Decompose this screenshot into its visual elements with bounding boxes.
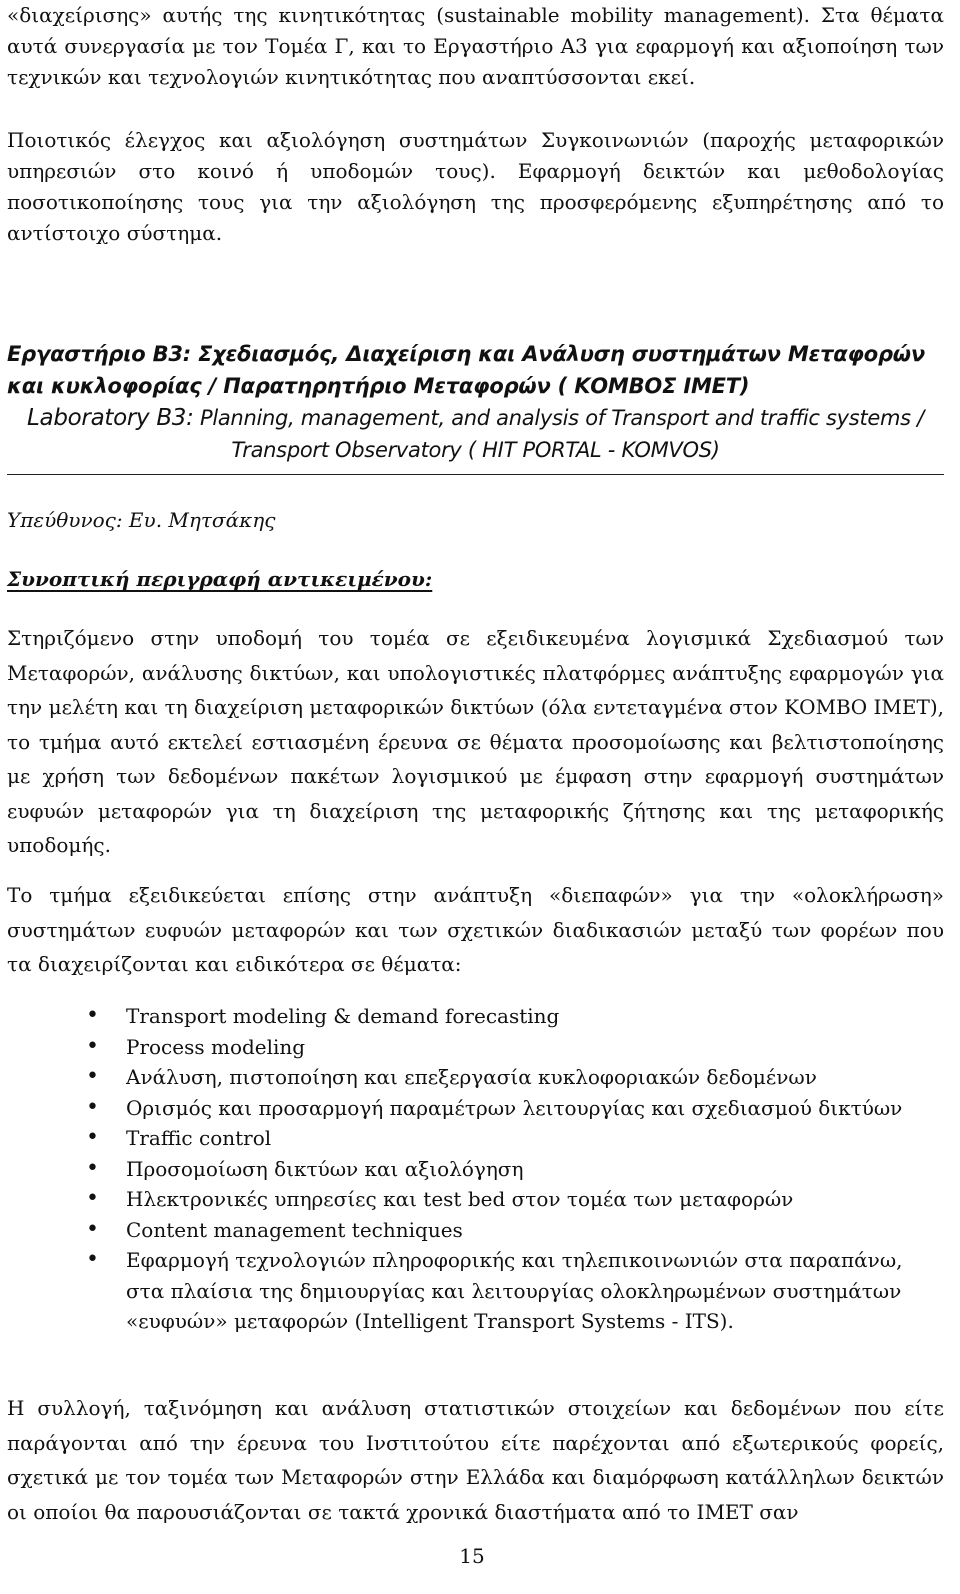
lab-heading (7, 338, 944, 466)
paragraph-interfaces: Το τμήμα εξειδικεύεται επίσης στην ανάπτυξη «διεπαφών» για την «ολοκλήρωση» συστημάτων ευφυών μεταφορών και των σχετικών διαδικασιών μεταξύ των φορέων που τα διαχειρίζονται και ειδικότερα σε θέματα: (7, 883, 944, 976)
heading-divider (7, 474, 944, 475)
paragraph-statistics: Η συλλογή, ταξινόμηση και ανάλυση στατιστικών στοιχείων και δεδομένων που είτε παράγονται από την έρευνα του Ινστιτούτου είτε παρέχονται από εξωτερικούς φορείς, σχετικά με τον τομέα των Μεταφορών στην Ελλάδα και διαμόρφωση κατάλληλων δεικτών οι οποίοι θα παρουσιάζονται σε τακτά χρονικά διαστήματα από το ΙΜΕΤ σαν (7, 1396, 944, 1524)
list-item: • Process modeling (0, 1032, 944, 1063)
list-item: • Content management techniques (0, 1215, 944, 1246)
paragraph-infrastructure: Στηριζόμενο στην υποδομή του τομέα σε εξειδικευμένα λογισμικά Σχεδιασμού των Μεταφορών, ανάλυσης δικτύων, και υπολογιστικές πλατφόρμες ανάπτυξης εφαρμογών για την μελέτη και τη διαχείριση μεταφορικών δικτύων (όλα εντεταγμένα στον ΚΟΜΒΟ ΙΜΕΤ), το τμήμα αυτό εκτελεί εστιασμένη έρευνα σε θέματα προσομοίωσης και βελτιστοποίησης με χρήση των δεδομένων πακέτων λογισμικού με έμφαση στην εφαρμογή συστημάτων ευφυών μεταφορών για τη διαχείριση της μεταφορικής ζήτησης και της μεταφορικής υποδομής. (7, 626, 944, 857)
summary-heading: Συνοπτική περιγραφή αντικειμένου: (7, 567, 433, 591)
paragraph-mobility-management: «διαχείρισης» αυτής της κινητικότητας (sustainable mobility management). Στα θέματα αυτά συνεργασία με τον Τομέα Γ, και το Εργαστήριο Α3 για εφαρμογή και αξιοποίηση των τεχνικών και τεχνολογιών κινητικότητας που αναπτύσσονται εκεί. (7, 3, 944, 89)
list-item: • Traffic control (0, 1123, 944, 1154)
lab-title-greek: Εργαστήριο Β3: Σχεδιασμός, Διαχείριση και Ανάλυση συστημάτων Μεταφορών και κυκλοφορίας / Παρατηρητήριο Μεταφορών ( ΚΟΜΒΟΣ ΙΜΕΤ) (7, 342, 925, 398)
page-number: 15 (459, 1544, 485, 1568)
list-item: • Προσομοίωση δικτύων και αξιολόγηση (0, 1154, 944, 1185)
list-item: • Ορισμός και προσαρμογή παραμέτρων λειτουργίας και σχεδιασμού δικτύων (0, 1093, 944, 1124)
lab-title-english-rest: Planning, management, and analysis of Transport and traffic systems / Transport Observatory ( HIT PORTAL - KOMVOS) (193, 406, 924, 462)
topics-list (0, 1001, 944, 1337)
list-item: • Εφαρμογή τεχνολογιών πληροφορικής και τηλεπικοινωνιών στα παραπάνω, στα πλαίσια της δημιουργίας και λειτουργίας ολοκληρωμένων συστημάτων «ευφυών» μεταφορών (Intelligent Transport Systems - ITS). (0, 1245, 944, 1337)
lab-title-english-lead: Laboratory B3: (27, 405, 194, 431)
list-item: • Transport modeling & demand forecasting (0, 1001, 944, 1032)
responsible-person: Υπεύθυνος: Ευ. Μητσάκης (7, 508, 276, 532)
list-item: • Ανάλυση, πιστοποίηση και επεξεργασία κυκλοφοριακών δεδομένων (0, 1062, 944, 1093)
paragraph-quality-control: Ποιοτικός έλεγχος και αξιολόγηση συστημάτων Συγκοινωνιών (παροχής μεταφορικών υπηρεσιών στο κοινό ή υποδομών τους). Εφαρμογή δεικτών και μεθοδολογίας ποσοτικοποίησης τους για την αξιολόγηση της προσφερόμενης εξυπηρέτησης από το αντίστοιχο σύστημα. (7, 128, 944, 245)
list-item: • Ηλεκτρονικές υπηρεσίες και test bed στον τομέα των μεταφορών (0, 1184, 944, 1215)
lab-title-english (7, 402, 944, 466)
